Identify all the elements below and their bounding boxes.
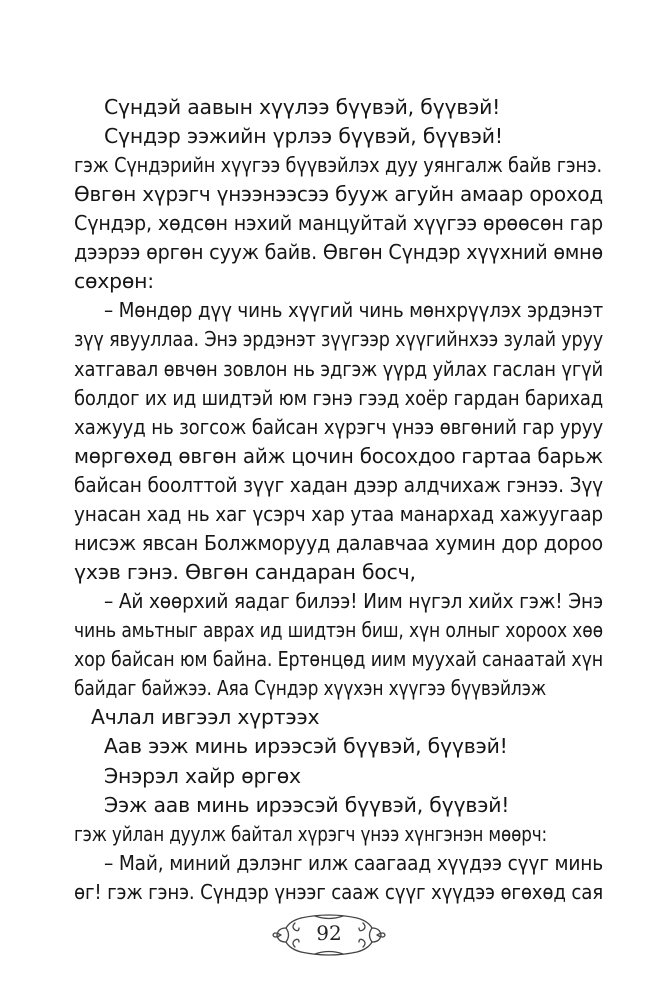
line-text: мөргөхөд өвгөн айж цочин босохдоо гартаа барьж xyxy=(74,444,603,468)
paragraph-line xyxy=(0,878,657,907)
line-text: – Мөндөр дүү чинь хүүгий чинь мөнхрүүлэх эрдэнэт xyxy=(104,298,603,322)
line-text: болдог их ид шидтэй юм гэнэ гээд хоёр гардан барихад xyxy=(74,386,603,410)
paragraph-line xyxy=(0,558,657,587)
line-text: өг! гэж гэнэ. Сүндэр үнээг сааж сүүг хүүдээ өгөхөд сая xyxy=(74,880,603,904)
page-number: 92 xyxy=(316,921,342,945)
paragraph-line xyxy=(0,500,657,529)
dialogue-line xyxy=(0,849,657,878)
lullaby-line xyxy=(0,762,657,791)
line-text: Сүндэр, хөдсөн нэхий манцуйтай хүүгээ өрөөсөн гар xyxy=(74,211,603,235)
line-text: хажууд нь зогсож байсан хүрэгч үнээ өвгөний гар уруу xyxy=(74,415,603,439)
line-text: гэж уйлан дуулж байтал хүрэгч үнээ хүнгэнэн мөөрч: xyxy=(74,822,547,846)
paragraph-line xyxy=(0,413,657,442)
line-text: нисэж явсан Болжморууд далавчаа хумин дор дороо xyxy=(74,531,603,555)
line-text: – Май, миний дэлэнг илж саагаад хүүдээ сүүг минь xyxy=(104,851,603,875)
line-text: үхэв гэнэ. Өвгөн сандаран босч, xyxy=(74,560,416,584)
line-text: Аав ээж минь ирээсэй бүүвэй, бүүвэй! xyxy=(104,734,508,758)
line-text: дээрээ өргөн сууж байв. Өвгөн Сүндэр хүүхний өмнө xyxy=(74,240,603,264)
line-text: сөхрөн: xyxy=(74,269,154,293)
lullaby-line xyxy=(0,122,657,151)
line-text: зүү явууллаа. Энэ эрдэнэт зүүгээр хүүгийнхээ зулай уруу xyxy=(74,327,603,351)
line-text: Сүндэр ээжийн үрлээ бүүвэй, бүүвэй! xyxy=(104,124,503,148)
paragraph-line xyxy=(0,616,657,645)
page-number-ornament xyxy=(271,913,387,957)
line-text: хор байсан юм байна. Ертөнцөд иим муухай санаатай хүн xyxy=(74,647,603,671)
line-text: гэж Сүндэрийн хүүгээ бүүвэйлэх дуу уянгалж байв гэнэ. xyxy=(74,153,602,177)
paragraph-line xyxy=(0,325,657,354)
paragraph-line xyxy=(0,529,657,558)
paragraph-line xyxy=(0,471,657,500)
paragraph-line xyxy=(0,238,657,267)
line-text: Сүндэй аавын хүүлээ бүүвэй, бүүвэй! xyxy=(104,95,501,119)
lullaby-line xyxy=(0,791,657,820)
paragraph-line xyxy=(0,442,657,471)
paragraph-line xyxy=(0,384,657,413)
line-text: Өвгөн хүрэгч үнээнээсээ бууж агуйн амаар ороход xyxy=(74,182,603,206)
paragraph-line xyxy=(0,645,657,674)
line-text: чинь амьтныг аврах ид шидтэн биш, хүн олныг хороох хөө xyxy=(74,618,603,642)
line-text: унасан хад нь хаг үсэрч хар утаа манархад хажуугаар xyxy=(74,502,603,526)
dialogue-line xyxy=(0,296,657,325)
line-text: Ачлал ивгээл хүртээх xyxy=(91,705,320,729)
paragraph-line xyxy=(0,355,657,384)
paragraph-line xyxy=(0,674,657,703)
lullaby-line xyxy=(0,732,657,761)
lullaby-line xyxy=(0,93,657,122)
paragraph-line xyxy=(0,267,657,296)
line-text: Ээж аав минь ирээсэй бүүвэй, бүүвэй! xyxy=(104,793,510,817)
dialogue-line xyxy=(0,587,657,616)
line-text: – Ай хөөрхий яадаг билээ! Иим нүгэл хийх гэж! Энэ xyxy=(104,589,603,613)
line-text: байдаг байжээ. Аяа Сүндэр хүүхэн хүүгээ бүүвэйлэж xyxy=(74,676,546,700)
paragraph-line xyxy=(0,209,657,238)
paragraph-line xyxy=(0,180,657,209)
line-text: байсан боолттой зүүг хадан дээр алдчихаж гэнээ. Зүү xyxy=(74,473,603,497)
paragraph-line xyxy=(0,151,657,180)
line-text: хатгавал өвчөн зовлон нь эдгэж үүрд уйлах гаслан үгүй xyxy=(74,357,603,381)
lullaby-line xyxy=(0,703,657,732)
line-text: Энэрэл хайр өргөх xyxy=(104,764,301,788)
paragraph-line xyxy=(0,820,657,849)
